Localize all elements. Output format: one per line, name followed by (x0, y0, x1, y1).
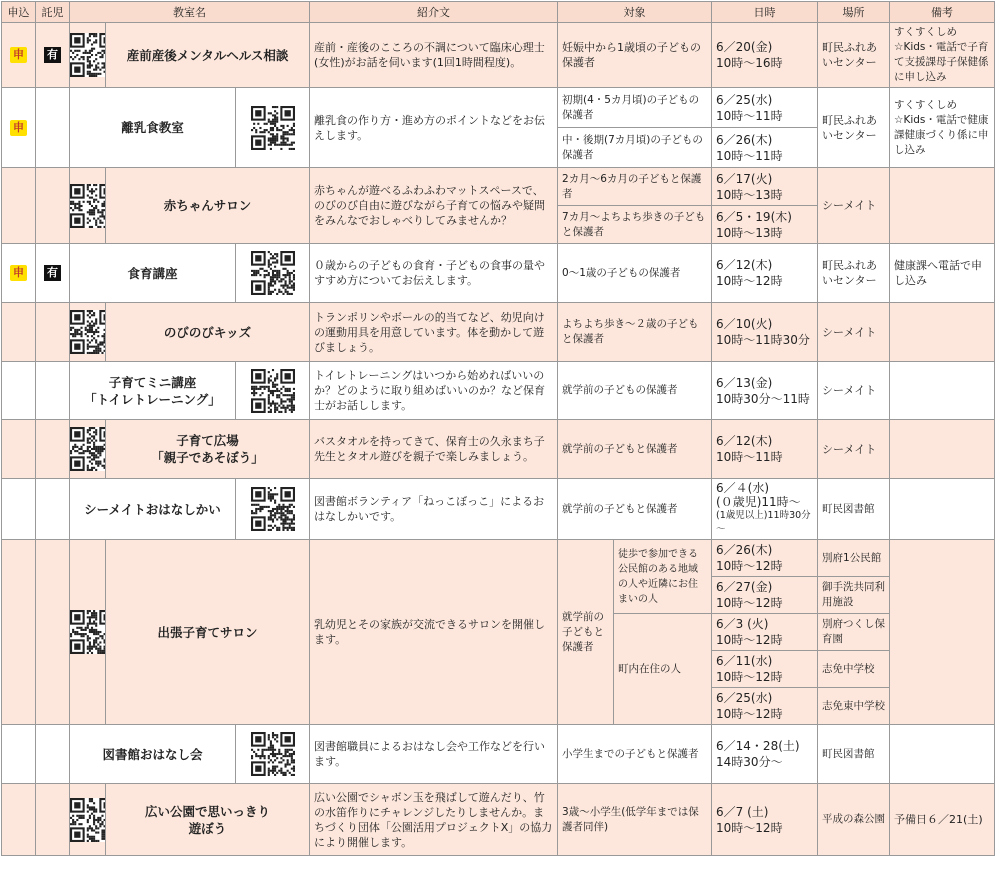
schedule-cell (712, 88, 818, 128)
moushikomi-cell (2, 23, 36, 88)
intro-text: バスタオルを持ってきて、保育士の久永まち子先生とタオル遊びを親子で楽しみましょう。 (310, 420, 558, 479)
qr-code-icon[interactable] (70, 33, 106, 77)
class-name: 赤ちゃんサロン (106, 168, 310, 244)
table-row (2, 362, 995, 420)
header-place: 場所 (818, 2, 890, 23)
note-text: 健康課へ電話で申し込み (890, 244, 995, 303)
qr-code-icon[interactable] (70, 184, 106, 228)
intro-text: 離乳食の作り方・進め方のポイントなどをお伝えします。 (310, 88, 558, 168)
takuji-cell (36, 303, 70, 362)
table-row (2, 784, 995, 856)
class-name-line2: 「親子であそぼう」 (151, 450, 264, 465)
date-text: 6／11(水) (716, 654, 773, 668)
schedule-cell (712, 303, 818, 362)
place-text: 御手洗共同利用施設 (818, 577, 890, 614)
target-text: よちよち歩き～２歳の子どもと保護者 (558, 303, 712, 362)
class-name: 食育講座 (70, 244, 236, 303)
schedule-cell (712, 725, 818, 784)
moushikomi-cell (2, 725, 36, 784)
header-intro: 紹介文 (310, 2, 558, 23)
takuji-cell (36, 88, 70, 168)
time-text: 10時～11時 (716, 108, 783, 123)
time-text: 10時～12時 (716, 820, 783, 835)
qr-code-icon[interactable] (70, 610, 106, 654)
takuji-cell (36, 479, 70, 540)
table-row (2, 23, 995, 88)
takuji-cell (36, 420, 70, 479)
time-text: (０歳児)11時～ (716, 495, 801, 509)
qr-cell (70, 420, 106, 479)
subtarget-text: 町内在住の人 (614, 614, 712, 725)
table-row (2, 88, 995, 128)
place-text: 別府1公民館 (818, 540, 890, 577)
intro-text: トイレトレーニングはいつから始めればいいのか？どのように取り組めばいいのか？など保育士がお話しします。 (310, 362, 558, 420)
target-text: 初期(4・5カ月頃)の子どもの保護者 (558, 88, 712, 128)
target-text: 2カ月～6カ月の子どもと保護者 (558, 168, 712, 206)
note-text (890, 420, 995, 479)
takuji-cell (36, 540, 70, 725)
qr-code-icon[interactable] (251, 251, 295, 295)
moushikomi-cell (2, 244, 36, 303)
date-text: 6／17(火) (716, 171, 773, 186)
schedule-cell (712, 540, 818, 577)
moushikomi-cell (2, 540, 36, 725)
class-name (106, 784, 310, 856)
date-text: 6／10(火) (716, 317, 773, 331)
intro-text: ０歳からの子どもの食育・子どもの食事の量やすすめ方についてお伝えします。 (310, 244, 558, 303)
takuji-badge: 有 (44, 265, 61, 281)
place-text: 町民ふれあいセンター (818, 88, 890, 168)
table-row (2, 725, 995, 784)
schedule-cell (712, 577, 818, 614)
qr-code-icon[interactable] (251, 369, 295, 413)
time-text: 10時～12時 (716, 274, 783, 288)
class-name: のびのびキッズ (106, 303, 310, 362)
qr-code-icon[interactable] (70, 798, 106, 842)
schedule-cell (712, 479, 818, 540)
time-text: 10時～11時 (716, 450, 783, 464)
header-name: 教室名 (70, 2, 310, 23)
date-text: 6／14・28(土) (716, 739, 800, 753)
target-text: 7カ月～よちよち歩きの子どもと保護者 (558, 206, 712, 244)
note-text (890, 362, 995, 420)
class-name: シーメイトおはなしかい (70, 479, 236, 540)
schedule-cell (712, 206, 818, 244)
moushikomi-badge: 申 (10, 265, 27, 281)
date-text: 6／3 (火) (716, 617, 769, 631)
class-name-line1: 子育てミニ講座 (108, 374, 197, 390)
takuji-badge: 有 (44, 47, 61, 63)
moushikomi-cell (2, 88, 36, 168)
qr-cell (70, 540, 106, 725)
target-text: 就学前の子どもと保護者 (558, 420, 712, 479)
target-text: 中・後期(7カ月頃)の子どもの保護者 (558, 128, 712, 168)
takuji-cell (36, 725, 70, 784)
schedule-cell (712, 23, 818, 88)
date-text: 6／27(金) (716, 580, 773, 594)
target-text: 小学生までの子どもと保護者 (558, 725, 712, 784)
intro-text: 図書館職員によるおはなし会や工作などを行います。 (310, 725, 558, 784)
date-text: 6／7 (土) (716, 804, 769, 819)
date-text: 6／25(水) (716, 92, 773, 107)
event-schedule-table (1, 1, 995, 856)
header-moushikomi: 申込 (2, 2, 36, 23)
time-text: 10時～12時 (716, 633, 783, 647)
takuji-cell (36, 168, 70, 244)
note-text: すくすくしめ☆Kids・電話で子育て支援課母子保健係に申し込み (890, 23, 995, 88)
schedule-cell (712, 420, 818, 479)
header-takuji: 託児 (36, 2, 70, 23)
place-text: シーメイト (818, 303, 890, 362)
target-text: 就学前の子どもの保護者 (558, 362, 712, 420)
table-header-row (2, 2, 995, 23)
place-text: 別府つくし保育園 (818, 614, 890, 651)
note-text (890, 168, 995, 244)
class-name: 産前産後メンタルヘルス相談 (106, 23, 310, 88)
qr-cell (70, 23, 106, 88)
class-name-line1: 広い公園で思いっきり (145, 803, 271, 819)
table-row (2, 244, 995, 303)
qr-cell (236, 479, 310, 540)
schedule-cell (712, 244, 818, 303)
schedule-cell (712, 362, 818, 420)
moushikomi-badge: 申 (10, 47, 27, 63)
takuji-cell (36, 23, 70, 88)
target-text: 就学前の子どもと保護者 (558, 540, 614, 725)
qr-code-icon[interactable] (70, 310, 106, 354)
note-text: すくすくしめ☆Kids・電話で健康課健康づくり係に申し込み (890, 88, 995, 168)
intro-text: 産前・産後のこころの不調について臨床心理士(女性)がお話を伺います(1回1時間程度)。 (310, 23, 558, 88)
place-text: 平成の森公園 (818, 784, 890, 856)
time-text: 10時～11時 (716, 148, 783, 163)
date-text: 6／20(金) (716, 40, 773, 54)
qr-cell (70, 168, 106, 244)
time-text: 14時30分～ (716, 755, 783, 769)
date-text: 6／25(水) (716, 691, 773, 705)
takuji-cell (36, 784, 70, 856)
moushikomi-cell (2, 362, 36, 420)
note-text (890, 725, 995, 784)
target-text: 就学前の子どもと保護者 (558, 479, 712, 540)
moushikomi-cell (2, 479, 36, 540)
schedule-cell (712, 784, 818, 856)
place-text: シーメイト (818, 420, 890, 479)
class-name: 出張子育てサロン (106, 540, 310, 725)
table-row (2, 420, 995, 479)
class-name: 離乳食教室 (70, 88, 236, 168)
qr-cell (236, 725, 310, 784)
place-text: 町民図書館 (818, 725, 890, 784)
time-text: 10時～16時 (716, 56, 783, 70)
time-text: 10時30分～11時 (716, 391, 810, 406)
place-text: 志免東中学校 (818, 688, 890, 725)
target-text: 妊娠中から1歳頃の子どもの保護者 (558, 23, 712, 88)
intro-text: 広い公園でシャボン玉を飛ばして遊んだり、竹の水笛作りにチャレンジしたりしませんか。まちづくり団体「公園活用プロジェクトX」の協力により開催します。 (310, 784, 558, 856)
place-text: 町民図書館 (818, 479, 890, 540)
takuji-cell (36, 362, 70, 420)
qr-cell (236, 88, 310, 168)
place-text: 町民ふれあいセンター (818, 23, 890, 88)
moushikomi-badge: 申 (10, 120, 27, 136)
header-note: 備考 (890, 2, 995, 23)
note-text (890, 303, 995, 362)
qr-code-icon[interactable] (70, 427, 106, 471)
date-text: 6／４(水) (716, 481, 770, 495)
place-text: シーメイト (818, 168, 890, 244)
header-datetime: 日時 (712, 2, 818, 23)
schedule-cell (712, 651, 818, 688)
class-name: 図書館おはなし会 (70, 725, 236, 784)
date-text: 6／26(木) (716, 132, 773, 147)
qr-cell (70, 784, 106, 856)
date-text: 6／5・19(木) (716, 209, 792, 224)
schedule-cell (712, 688, 818, 725)
class-name-line1: 子育て広場 (176, 433, 239, 448)
table-row (2, 479, 995, 540)
qr-code-icon[interactable] (251, 732, 295, 776)
header-target: 対象 (558, 2, 712, 23)
moushikomi-cell (2, 784, 36, 856)
note-text (890, 479, 995, 540)
date-text: 6／12(木) (716, 258, 773, 272)
target-text: 0～1歳の子どもの保護者 (558, 244, 712, 303)
schedule-cell (712, 614, 818, 651)
time-text: 10時～12時 (716, 670, 783, 684)
class-name-line2: 遊ぼう (188, 820, 227, 836)
subtarget-text: 徒歩で参加できる公民館のある地域の人や近隣にお住まいの人 (614, 540, 712, 614)
time-text: 10時～12時 (716, 707, 783, 721)
time-text-sub: (1歳児以上)11時30分～ (716, 510, 811, 535)
place-text: シーメイト (818, 362, 890, 420)
intro-text: 図書館ボランティア「ねっこぼっこ」によるおはなしかいです。 (310, 479, 558, 540)
date-text: 6／13(金) (716, 375, 773, 390)
note-text (890, 540, 995, 725)
time-text: 10時～12時 (716, 596, 783, 610)
intro-text: 乳幼児とその家族が交流できるサロンを開催します。 (310, 540, 558, 725)
qr-cell (236, 244, 310, 303)
time-text: 10時～11時30分 (716, 333, 810, 347)
time-text: 10時～12時 (716, 559, 783, 573)
place-text: 町民ふれあいセンター (818, 244, 890, 303)
class-name-line2: 「トイレトレーニング」 (84, 391, 221, 407)
table-row (2, 540, 995, 577)
qr-code-icon[interactable] (251, 106, 295, 150)
time-text: 10時～13時 (716, 225, 783, 240)
moushikomi-cell (2, 168, 36, 244)
qr-cell (236, 362, 310, 420)
date-text: 6／12(木) (716, 434, 773, 448)
takuji-cell (36, 244, 70, 303)
moushikomi-cell (2, 303, 36, 362)
date-text: 6／26(木) (716, 543, 773, 557)
moushikomi-cell (2, 420, 36, 479)
table-row (2, 303, 995, 362)
qr-cell (70, 303, 106, 362)
note-text: 予備日６／21(土) (890, 784, 995, 856)
target-text: 3歳～小学生(低学年までは保護者同伴) (558, 784, 712, 856)
table-row (2, 168, 995, 206)
class-name (70, 362, 236, 420)
qr-code-icon[interactable] (251, 487, 295, 531)
class-name (106, 420, 310, 479)
intro-text: トランポリンやボールの的当てなど、幼児向けの運動用具を用意しています。体を動かして遊びましょう。 (310, 303, 558, 362)
schedule-cell (712, 168, 818, 206)
time-text: 10時～13時 (716, 187, 783, 202)
intro-text: 赤ちゃんが遊べるふわふわマットスペースで、のびのび自由に遊びながら子育ての悩みや疑問をみんなでおしゃべりしてみませんか？ (310, 168, 558, 244)
place-text: 志免中学校 (818, 651, 890, 688)
schedule-cell (712, 128, 818, 168)
